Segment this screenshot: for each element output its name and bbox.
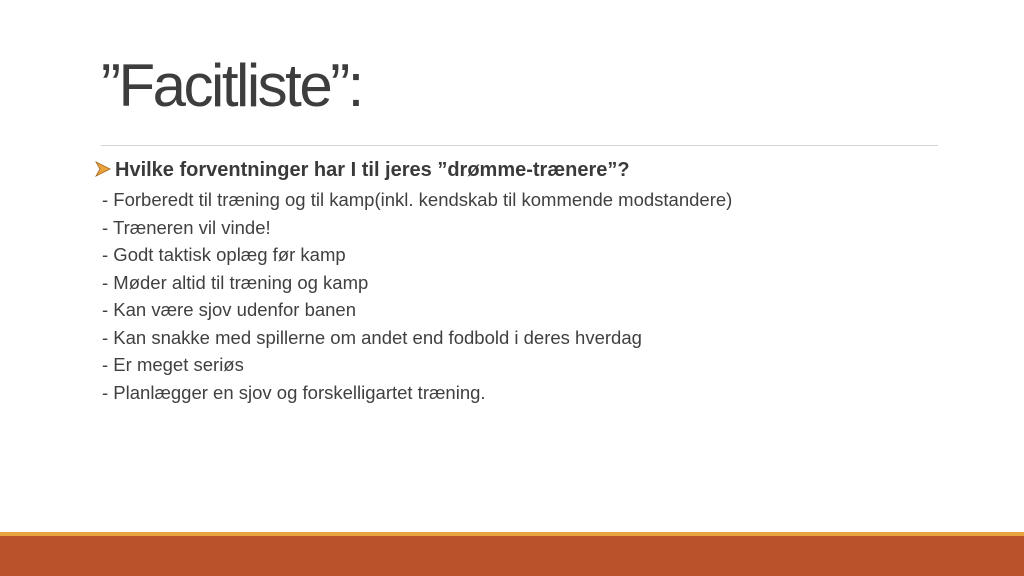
question-text: Hvilke forventninger har I til jeres ”drømme-trænere”? [115,158,630,181]
answer-item: - Godt taktisk oplæg før kamp [102,244,346,265]
question-bullet [94,154,954,186]
answer-list [94,186,954,406]
arrow-bullet-icon [94,160,112,178]
slide-title: ”Facitliste”: [101,52,362,119]
footer-bar [0,536,1024,576]
answer-item: - Er meget seriøs [102,354,244,375]
answer-item: - Kan være sjov udenfor banen [102,299,357,320]
title-divider [101,145,938,146]
answer-item: - Forberedt til træning og til kamp(inkl. kendskab til kommende modstandere) [102,189,733,210]
answer-item: - Kan snakke med spillerne om andet end fodbold i deres hverdag [102,326,642,348]
answer-item: - Planlægger en sjov og forskelligartet træning. [102,381,486,403]
slide-content [94,154,954,406]
answer-item: - Møder altid til træning og kamp [102,271,369,293]
answer-item: - Træneren vil vinde! [102,216,271,238]
